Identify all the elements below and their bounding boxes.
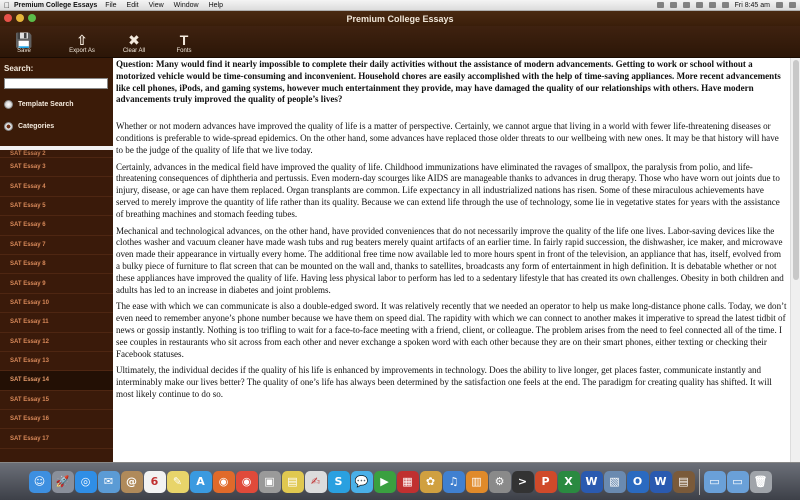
folder-icon[interactable]: ▭ (704, 471, 726, 493)
app-store-icon[interactable]: A (190, 471, 212, 493)
essay-text-area[interactable] (113, 58, 790, 462)
textedit-icon[interactable]: ✍ (305, 471, 327, 493)
essay-paragraph: Certainly, advances in the medical field have improved the quality of life. Childhood immunizations have eliminated the ravages of smallpox, the paralysis from polio, and life-threatening consequences of diphtheria and pertussis. Even modern-day scourges like AIDS are manageable thanks to advances in drug therapy. Those who have worn out joints due to injury, disease, or age can have them replaced. Organ transplants are common. Life expectancy in all industrialized nations has risen. Some of these miraculous achievements have served to merely improve the quantity of life rather than its quality. Because we can extend life through the use of technology, some lie in vegetative states for years with the assistance of breathing machines and stomach feeding tubes. (116, 161, 780, 219)
template-search-option[interactable] (4, 100, 74, 109)
spotlight-icon[interactable] (776, 2, 783, 8)
launchpad-icon[interactable]: 🚀 (52, 471, 74, 493)
sidebar-item-essay[interactable]: SAT Essay 17 (0, 429, 113, 448)
trash-icon[interactable]: 🗑 (750, 471, 772, 493)
sidebar-item-essay[interactable]: SAT Essay 4 (0, 177, 113, 196)
time-machine-icon[interactable] (670, 2, 677, 8)
categories-radio[interactable] (4, 122, 13, 131)
clear-all-button[interactable] (110, 32, 158, 54)
calendar-icon[interactable]: 6 (144, 471, 166, 493)
sidebar-item-essay[interactable]: SAT Essay 9 (0, 274, 113, 293)
categories-option[interactable] (4, 122, 54, 131)
scrollbar-thumb[interactable] (793, 60, 799, 280)
chrome-icon[interactable]: ◉ (236, 471, 258, 493)
window-controls (4, 14, 36, 22)
window-title: Premium College Essays (346, 13, 454, 24)
powerpoint-icon[interactable]: P (535, 471, 557, 493)
menu-help[interactable]: Help (208, 1, 223, 9)
volume-icon[interactable] (709, 2, 716, 8)
preview-icon[interactable]: ▣ (259, 471, 281, 493)
menu-app-name[interactable]: Premium College Essays (14, 1, 98, 9)
essay-question: Question: Many would find it nearly impossible to complete their daily activities without the assistance of modern advancements. Getting to work or school without a motorized vehicle would be time-consuming and inconvenient. Household chores are easily accomplished with the help of time-saving appliances. More recent advancements like cell phones, iPods, and gaming systems, however much entertainment they provide, may have damaged the quality of our relationships with others. Have modern advancements truly improved the quality of people’s lives? (116, 59, 781, 105)
sidebar-item-essay[interactable]: SAT Essay 12 (0, 333, 113, 352)
battery-icon[interactable] (722, 2, 729, 8)
up-arrow-icon: ⇧ (76, 32, 88, 48)
toolbar (0, 26, 800, 58)
sidebar-item-essay[interactable]: SAT Essay 6 (0, 216, 113, 235)
excel-icon[interactable]: X (558, 471, 580, 493)
dropbox-icon[interactable] (657, 2, 664, 8)
sidebar-item-essay[interactable]: SAT Essay 15 (0, 391, 113, 410)
sidebar-item-essay[interactable]: SAT Essay 11 (0, 313, 113, 332)
itunes-icon[interactable]: ♫ (443, 471, 465, 493)
close-window-button[interactable] (4, 14, 12, 22)
window-title-bar (0, 11, 800, 26)
sidebar-item-essay[interactable]: SAT Essay 2 (0, 150, 113, 158)
stickies-icon[interactable]: ▤ (282, 471, 304, 493)
essay-list[interactable] (0, 150, 113, 463)
menu-bar (0, 0, 800, 11)
sidebar-item-essay[interactable]: SAT Essay 13 (0, 352, 113, 371)
sidebar-item-essay[interactable]: SAT Essay 14 (0, 371, 113, 390)
terminal-icon[interactable]: > (512, 471, 534, 493)
categories-label: Categories (18, 123, 55, 130)
wifi-icon[interactable] (696, 2, 703, 8)
word2-icon[interactable]: W (650, 471, 672, 493)
mail-icon[interactable]: ✉ (98, 471, 120, 493)
safari-icon[interactable]: ◎ (75, 471, 97, 493)
menu-view[interactable]: View (148, 1, 164, 9)
export-button[interactable] (58, 32, 106, 54)
menu-window[interactable]: Window (173, 1, 199, 9)
template-search-radio[interactable] (4, 100, 13, 109)
downloads-icon[interactable]: ▭ (727, 471, 749, 493)
x-mark-icon: ✖ (128, 32, 140, 48)
outlook-icon[interactable]: O (627, 471, 649, 493)
app-icon[interactable]: ▤ (673, 471, 695, 493)
sidebar (0, 58, 113, 463)
system-prefs-icon[interactable]: ⚙ (489, 471, 511, 493)
sidebar-item-essay[interactable]: SAT Essay 8 (0, 255, 113, 274)
menu-file[interactable]: File (105, 1, 117, 9)
sidebar-item-essay[interactable]: SAT Essay 5 (0, 197, 113, 216)
font-t-icon: T (179, 32, 189, 48)
save-button[interactable] (4, 32, 44, 54)
dock-separator (699, 469, 700, 495)
clear-all-label: Clear All (122, 48, 146, 54)
apple-menu-icon[interactable] (0, 1, 14, 10)
export-label: Export As (69, 48, 95, 54)
essay-paragraph: The ease with which we can communicate is also a double-edged sword. It was relatively recently that we needed an operator to help us make long-distance phone calls. Today, we don’t even need to remember anyone’s phone number because we have them on speed dial. The rapidity with which we can connect to another makes it imperative to spread the latest tidbit of news or gossip instantly. Nothing is too trifling to wait for a face-to-face meeting with a friend, client, or colleague. The problem arises from the need to feel connected all of the time. I see couples in restaurants who sit across from each other and never exchange a spoken word with each other because they are on their smart phones, either texting or checking their Facebook statuses. (116, 301, 787, 359)
notes-icon[interactable]: ✎ (167, 471, 189, 493)
zoom-window-button[interactable] (28, 14, 36, 22)
messages-icon[interactable]: 💬 (351, 471, 373, 493)
sidebar-item-essay[interactable]: SAT Essay 10 (0, 294, 113, 313)
essay-paragraph: Whether or not modern advances have improved the quality of life is a matter of perspective. Certainly, we cannot argue that living in a world with fewer life-threatening diseases or conditions is preferable to wide-spread epidemics. On the other hand, some advances have replaced those older threats to our wellbeing with new ones. It may be that history will have to be the judge of the quality of life that we live today. (116, 121, 779, 155)
photos-icon[interactable]: ✿ (420, 471, 442, 493)
photo-booth-icon[interactable]: ▦ (397, 471, 419, 493)
minimize-window-button[interactable] (16, 14, 24, 22)
template-search-label: Template Search (18, 101, 74, 108)
finder-icon[interactable]: ☺ (29, 471, 51, 493)
dock (0, 462, 800, 500)
menu-edit[interactable]: Edit (126, 1, 139, 9)
word-icon[interactable]: W (581, 471, 603, 493)
notification-center-icon[interactable] (789, 2, 796, 8)
fonts-button[interactable] (162, 32, 206, 54)
preview2-icon[interactable]: ▧ (604, 471, 626, 493)
sidebar-item-essay[interactable]: SAT Essay 16 (0, 410, 113, 429)
facetime-icon[interactable]: ▶ (374, 471, 396, 493)
ibooks-icon[interactable]: ▥ (466, 471, 488, 493)
essay-paragraph: Mechanical and technological advances, on the other hand, have provided conveniences that do not necessarily improve the quality of the life one lives. Labor-saving devices like the clothes washer and vacuum cleaner have made wash tubs and rug beaters merely quaint artifacts of an earlier time. In fairly rapid succession, the dishwasher, ice maker, and microwave oven made their appearance in virtually every home. The additional free time now available led to more hours spent in front of the television, an appliance that has, itself, evolved from a bulky piece of furniture to flat screen that can be mounted on the wall and, thanks to satellites, broadcasts any form of entertainment in high definition. It is debatable whether or not these appliances have improved the quality of life. Having less physical labor to perform has led to a sedentary lifestyle that has created its own challenges. Obesity in both children and adults has led to an increase in diabetes and joint problems. (116, 225, 784, 295)
search-input[interactable] (4, 78, 108, 89)
menu-clock[interactable]: Fri 8:45 am (734, 1, 770, 9)
floppy-disk-icon: 💾 (15, 32, 33, 48)
sidebar-item-essay[interactable]: SAT Essay 3 (0, 158, 113, 177)
essay-paragraph: Ultimately, the individual decides if the quality of his life is enhanced by improvements in technology. Does the ability to live longer, get places faster, communicate instantly and interminably make our lives better? The quality of one’s life has always been determined by the satisfaction one feels at the end. The paradigm for creating quality has shifted. It will most likely continue to do so. (116, 365, 772, 399)
firefox-icon[interactable]: ◉ (213, 471, 235, 493)
contacts-icon[interactable]: @ (121, 471, 143, 493)
skype-icon[interactable]: S (328, 471, 350, 493)
search-label: Search: (4, 64, 34, 73)
content-scrollbar[interactable] (790, 58, 800, 462)
bluetooth-icon[interactable] (683, 2, 690, 8)
fonts-label: Fonts (176, 48, 192, 54)
save-label: Save (17, 48, 31, 54)
menu-extras (657, 2, 800, 9)
sidebar-item-essay[interactable]: SAT Essay 7 (0, 236, 113, 255)
